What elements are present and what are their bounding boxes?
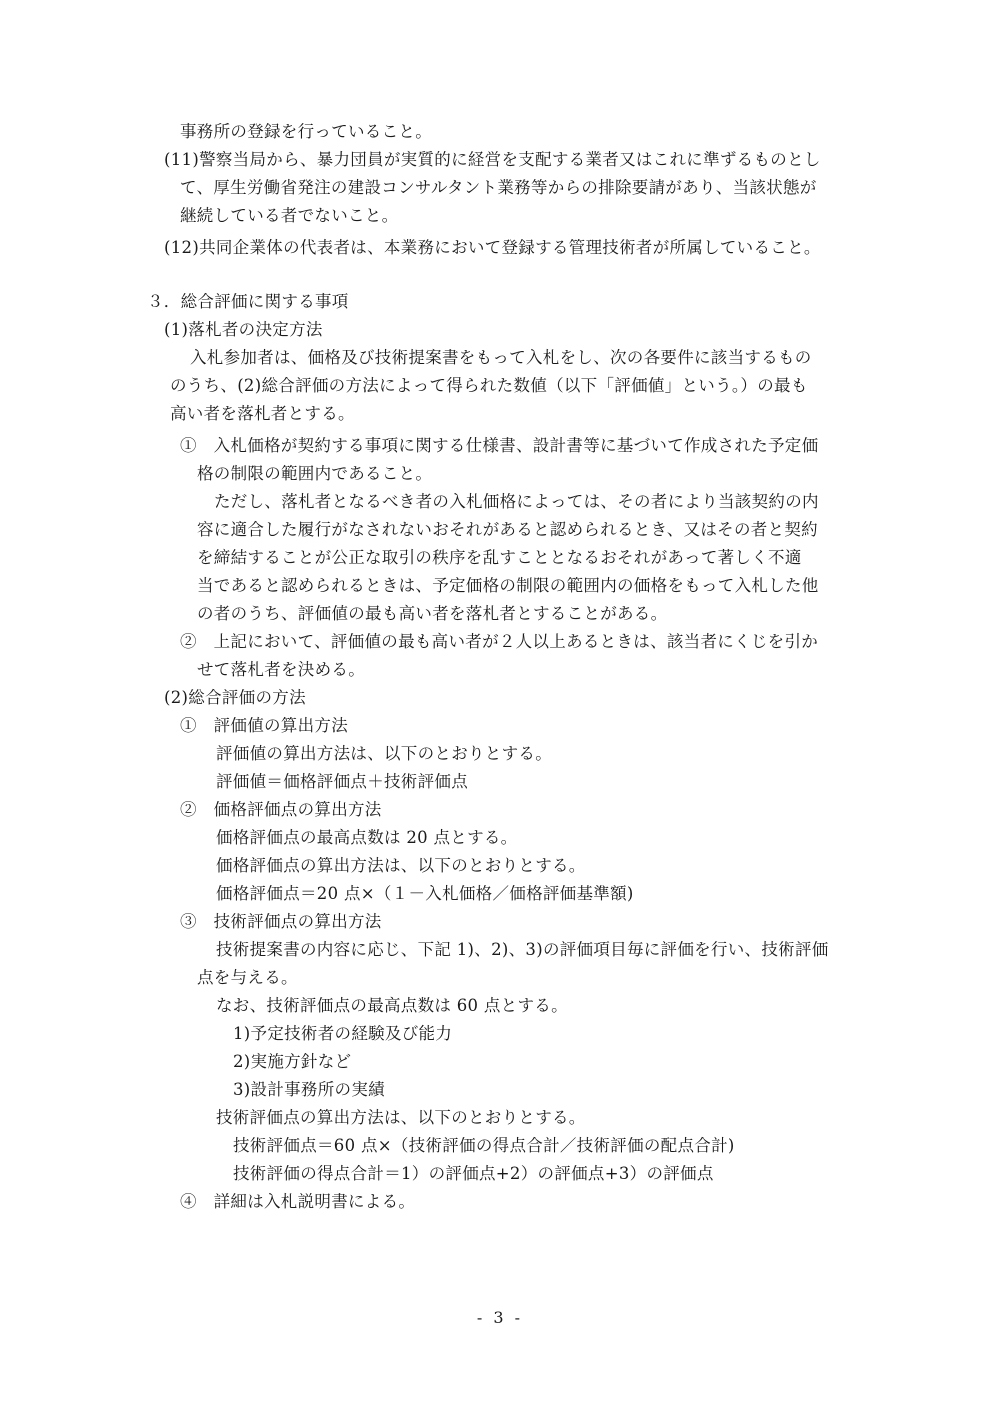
formula-line: 技術評価の得点合計＝1）の評価点+2）の評価点+3）の評価点	[233, 1164, 714, 1183]
section-heading: ３．総合評価に関する事項	[147, 292, 349, 311]
subsection-heading: (1)落札者の決定方法	[164, 320, 323, 339]
formula-line: 評価値＝価格評価点＋技術評価点	[216, 772, 468, 791]
list-item: 3)設計事務所の実績	[233, 1080, 385, 1099]
method-item-3: ③ 技術評価点の算出方法	[180, 912, 382, 931]
paragraph-line: 点を与える。	[197, 968, 298, 987]
method-item-4: ④ 詳細は入札説明書による。	[180, 1192, 416, 1211]
paragraph-line: なお、技術評価点の最高点数は 60 点とする。	[216, 996, 568, 1015]
paragraph-line: 当であると認められるときは、予定価格の制限の範囲内の価格をもって入札した他	[197, 576, 819, 595]
text-line: て、厚生労働省発注の建設コンサルタント業務等からの排除要請があり、当該状態が	[180, 178, 817, 197]
method-item-1: ① 評価値の算出方法	[180, 716, 348, 735]
paragraph-line: 評価値の算出方法は、以下のとおりとする。	[216, 744, 552, 763]
paragraph-line: せて落札者を決める。	[197, 660, 365, 679]
list-item: 1)予定技術者の経験及び能力	[233, 1024, 453, 1043]
condition-item-2: ② 上記において、評価値の最も高い者が２人以上あるときは、該当者にくじを引か	[180, 632, 819, 651]
paragraph-line: 価格評価点の算出方法は、以下のとおりとする。	[216, 856, 586, 875]
paragraph-line: 技術提案書の内容に応じ、下記 1)、2)、3)の評価項目毎に評価を行い、技術評価	[216, 940, 829, 959]
page-number: - 3 -	[476, 1308, 524, 1327]
paragraph-line: の者のうち、評価値の最も高い者を落札者とすることがある。	[197, 604, 668, 623]
list-item-12: (12)共同企業体の代表者は、本業務において登録する管理技術者が所属していること。	[164, 238, 821, 257]
paragraph-line: 入札参加者は、価格及び技術提案書をもって入札をし、次の各要件に該当するもの	[190, 348, 812, 367]
list-item: 2)実施方針など	[233, 1052, 352, 1071]
condition-item-1: ① 入札価格が契約する事項に関する仕様書、設計書等に基づいて作成された予定価	[180, 436, 819, 455]
paragraph-line: ただし、落札者となるべき者の入札価格によっては、その者により当該契約の内	[214, 492, 819, 511]
subsection-heading: (2)総合評価の方法	[164, 688, 306, 707]
formula-line: 価格評価点＝20 点×（１－入札価格／価格評価基準額)	[216, 884, 634, 903]
text-line: 事務所の登録を行っていること。	[180, 122, 432, 141]
paragraph-line: を締結することが公正な取引の秩序を乱すこととなるおそれがあって著しく不適	[197, 548, 802, 567]
text-line: 継続している者でないこと。	[180, 206, 399, 225]
paragraph-line: のうち、(2)総合評価の方法によって得られた数値（以下「評価値」という。）の最も	[170, 376, 808, 395]
method-item-2: ② 価格評価点の算出方法	[180, 800, 382, 819]
paragraph-line: 高い者を落札者とする。	[170, 404, 355, 423]
paragraph-line: 価格評価点の最高点数は 20 点とする。	[216, 828, 518, 847]
paragraph-line: 容に適合した履行がなされないおそれがあると認められるとき、又はその者と契約	[197, 520, 818, 539]
list-item-11: (11)警察当局から、暴力団員が実質的に経営を支配する業者又はこれに準ずるものとし	[164, 150, 821, 169]
paragraph-line: 技術評価点の算出方法は、以下のとおりとする。	[216, 1108, 586, 1127]
formula-line: 技術評価点＝60 点×（技術評価の得点合計／技術評価の配点合計)	[233, 1136, 735, 1155]
paragraph-line: 格の制限の範囲内であること。	[197, 464, 433, 483]
